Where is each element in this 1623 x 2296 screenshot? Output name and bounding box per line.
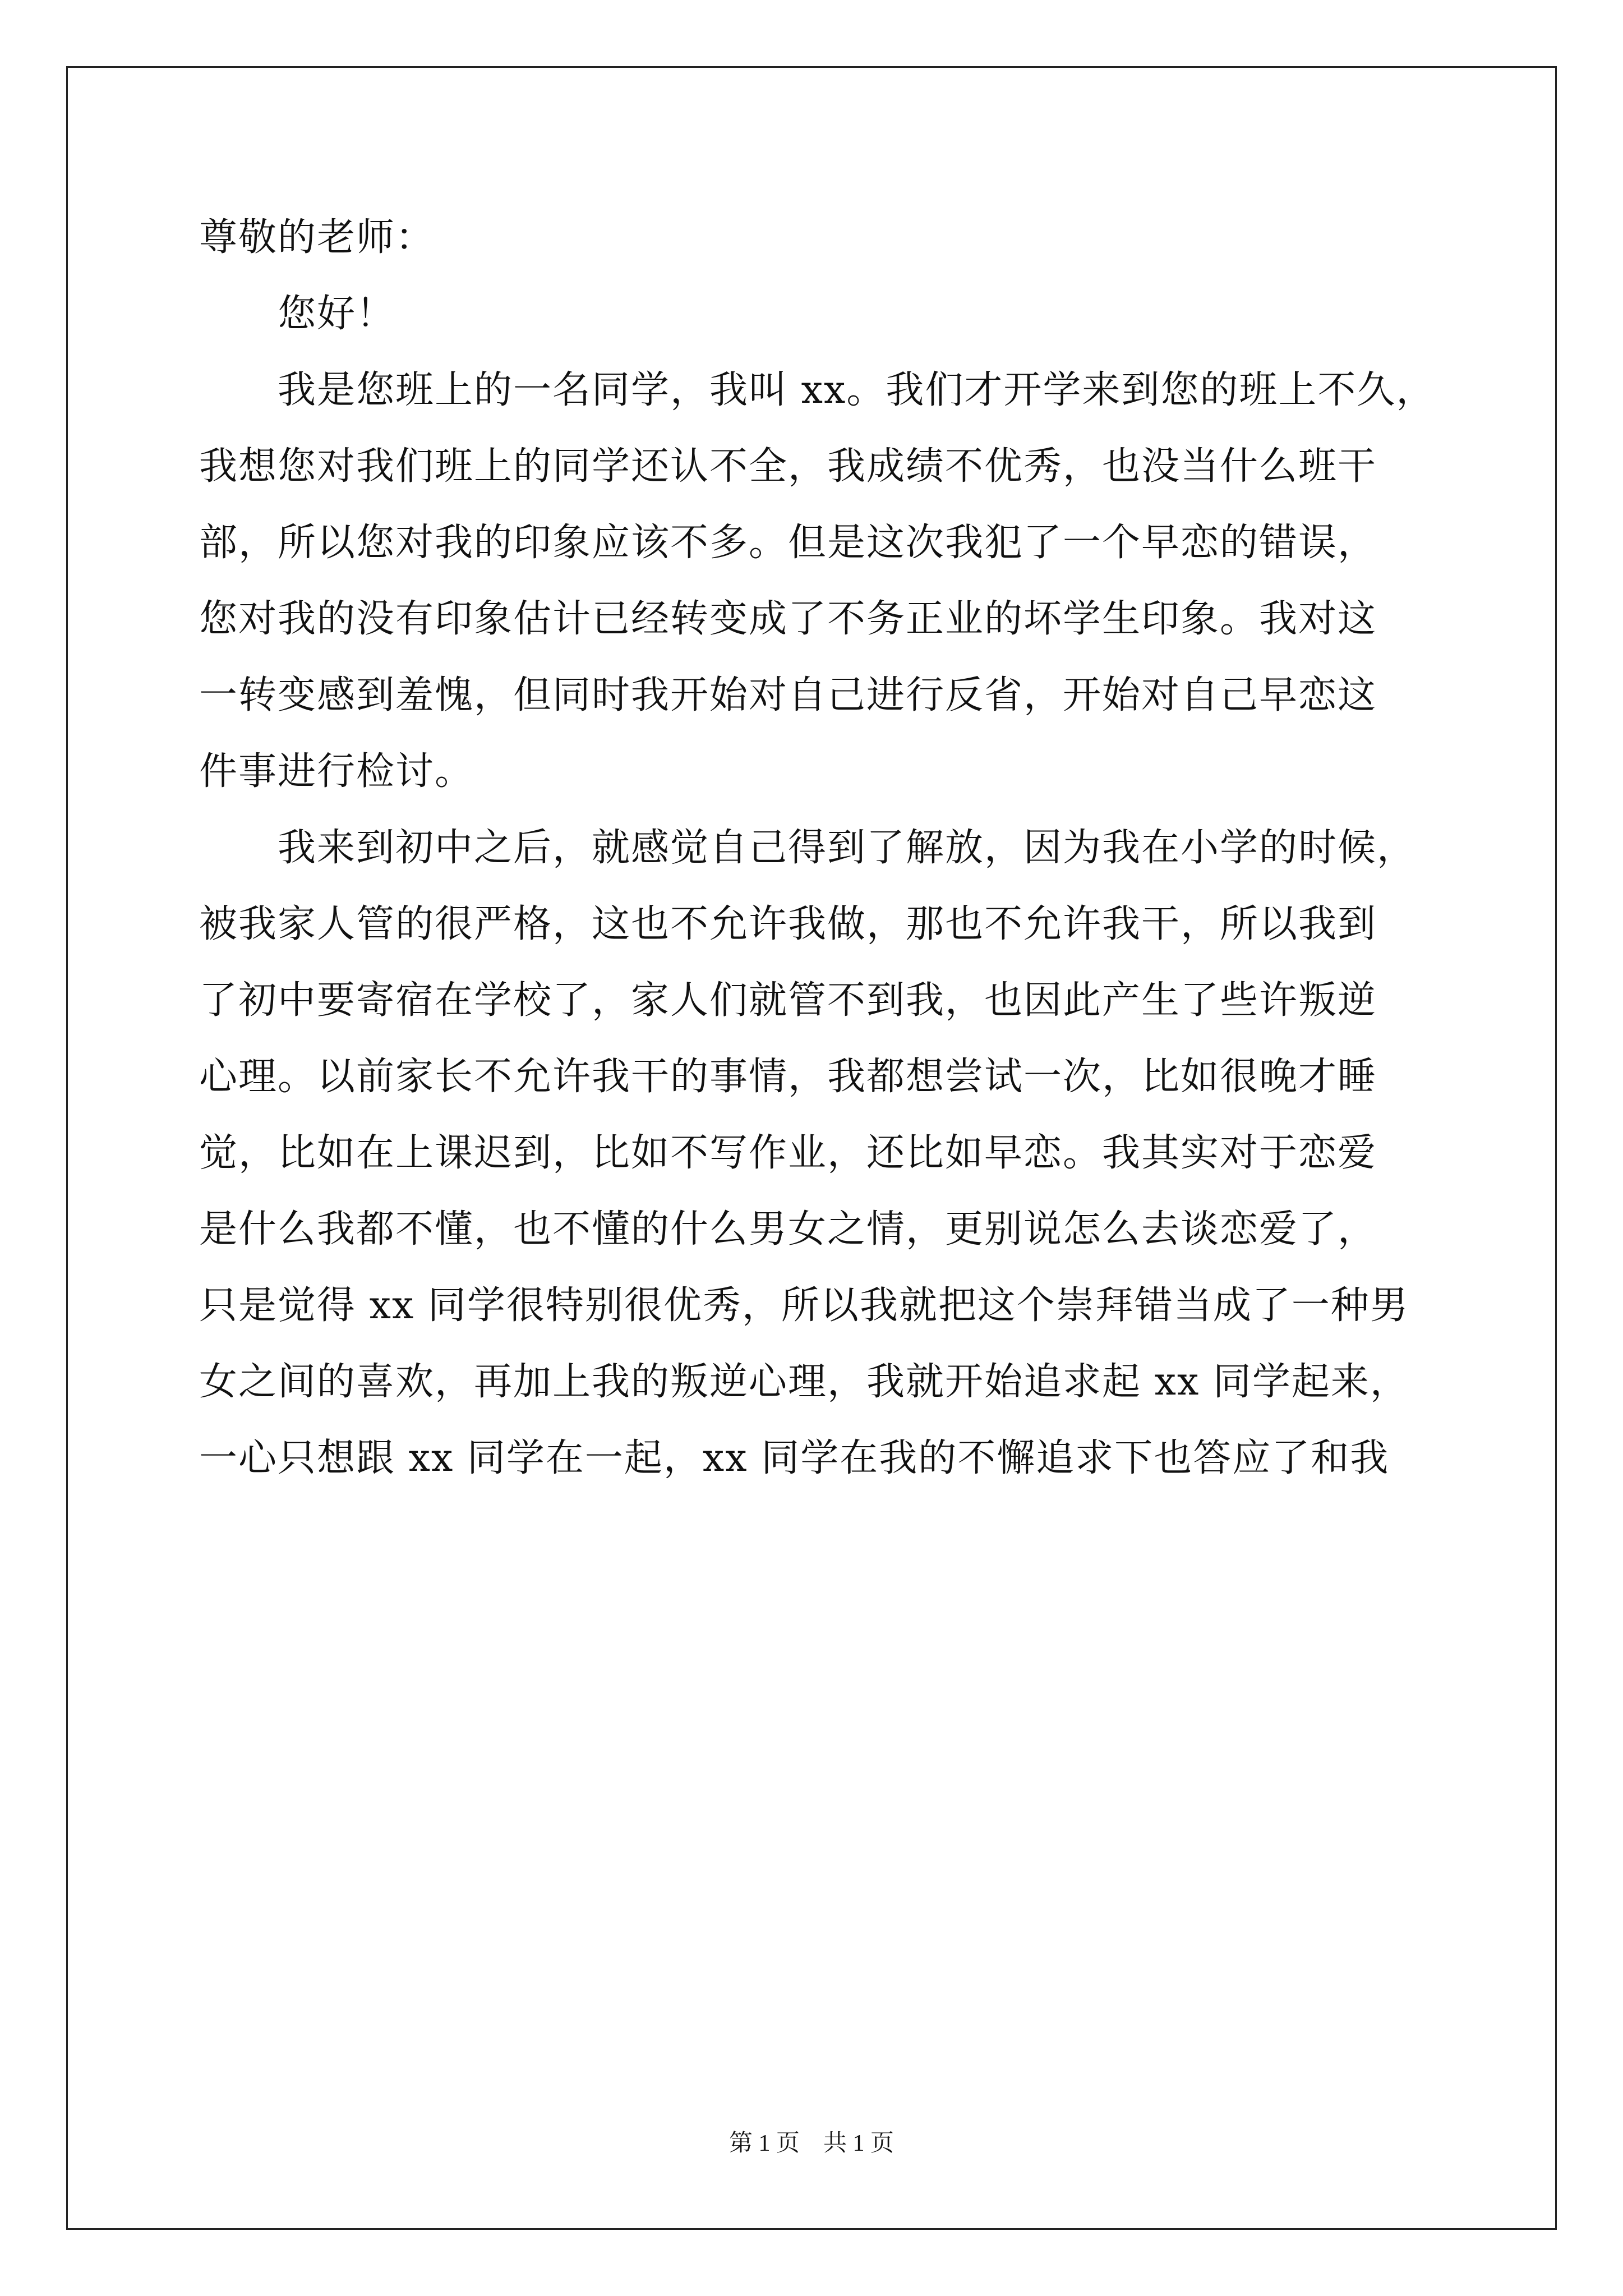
paragraph-line: 只是觉得 xx 同学很特别很优秀，所以我就把这个崇拜错当成了一种男 xyxy=(199,1283,1409,1328)
paragraph-line: 被我家人管的很严格，这也不允许我做，那也不允许我干，所以我到 xyxy=(199,902,1377,946)
paragraph-line: 觉，比如在上课迟到，比如不写作业，还比如早恋。我其实对于恋爱 xyxy=(199,1131,1377,1175)
paragraph-line: 是什么我都不懂，也不懂的什么男女之情，更别说怎么去谈恋爱了， xyxy=(199,1207,1377,1251)
paragraph-line: 我是您班上的一名同学，我叫 xx。我们才开学来到您的班上不久， xyxy=(278,368,1436,412)
paragraph-line: 一转变感到羞愧，但同时我开始对自己进行反省，开始对自己早恋这 xyxy=(199,673,1377,717)
paragraph-1 xyxy=(199,368,1438,829)
paragraph-line: 我来到初中之后，就感觉自己得到了解放，因为我在小学的时候， xyxy=(278,826,1417,870)
paragraph-line: 部，所以您对我的印象应该不多。但是这次我犯了一个早恋的错误， xyxy=(199,521,1377,565)
paragraph-line: 我想您对我们班上的同学还认不全，我成绩不优秀，也没当什么班干 xyxy=(199,444,1377,489)
paragraph-line: 件事进行检讨。 xyxy=(199,749,474,794)
paragraph-line: 心理。以前家长不允许我干的事情，我都想尝试一次，比如很晚才睡 xyxy=(199,1055,1377,1099)
paragraph-line: 了初中要寄宿在学校了，家人们就管不到我，也因此产生了些许叛逆 xyxy=(199,978,1377,1023)
paragraph-line: 女之间的喜欢，再加上我的叛逆心理，我就开始追求起 xx 同学起来， xyxy=(199,1360,1409,1404)
page-number-footer: 第 1 页 共 1 页 xyxy=(728,2131,894,2156)
greeting: 您好！ xyxy=(278,292,396,336)
paragraph-2 xyxy=(199,826,1438,1516)
paragraph-line: 一心只想跟 xx 同学在一起，xx 同学在我的不懈追求下也答应了和我 xyxy=(199,1436,1390,1480)
paragraph-line: 您对我的没有印象估计已经转变成了不务正业的坏学生印象。我对这 xyxy=(199,597,1377,641)
letter-body xyxy=(199,215,1438,1516)
salutation: 尊敬的老师： xyxy=(199,215,435,260)
